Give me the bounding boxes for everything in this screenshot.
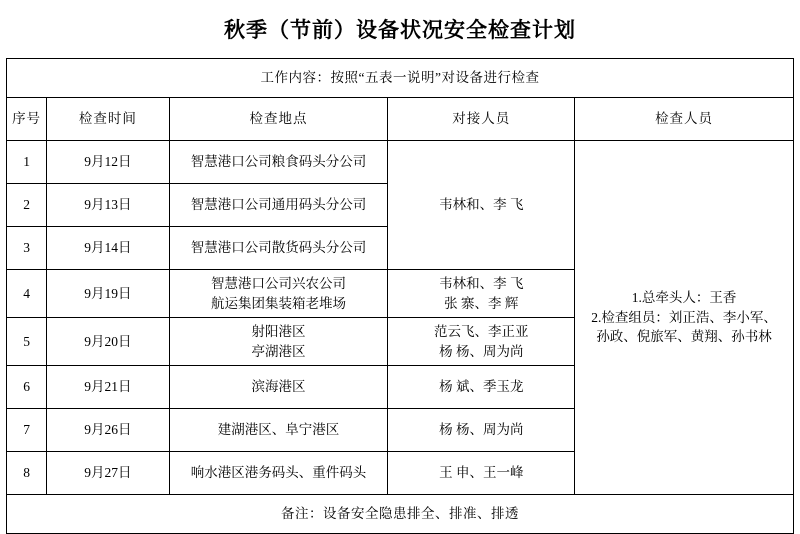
cell-contact-line-2: 杨 杨、周为尚 [439, 343, 524, 359]
cell-place-line-1: 智慧港口公司兴农公司 [211, 276, 346, 291]
inspection-plan-table [6, 58, 794, 534]
inspector-line-1: 1.总牵头人：王香 [631, 290, 737, 306]
cell-place-line-1: 射阳港区 [251, 324, 306, 340]
cell-seq: 5 [7, 318, 47, 366]
header-place: 检查地点 [169, 98, 388, 141]
remark-row [7, 495, 794, 534]
cell-time: 9月12日 [47, 141, 169, 184]
header-seq: 序号 [7, 98, 47, 141]
cell-time: 9月14日 [47, 227, 169, 270]
cell-seq: 6 [7, 366, 47, 409]
cell-contact-line-1: 韦林和、李 飞 [439, 276, 524, 291]
cell-contact-line-1: 范云飞、李正亚 [434, 324, 529, 340]
remark-cell: 备注：设备安全隐患排全、排准、排透 [7, 495, 794, 534]
cell-time: 9月20日 [47, 318, 169, 366]
cell-inspector [575, 141, 794, 495]
inspector-line-2: 2.检查组员：刘正浩、李小军、 [591, 309, 777, 325]
table-row [7, 141, 794, 184]
cell-place: 响水港区港务码头、重件码头 [169, 452, 388, 495]
inspector-line-3: 孙政、倪旅军、黄翔、孙书林 [596, 329, 772, 345]
work-content-cell: 工作内容：按照“五表一说明”对设备进行检查 [7, 59, 794, 98]
cell-time: 9月27日 [47, 452, 169, 495]
cell-place-line-2: 亭湖港区 [251, 343, 306, 359]
header-contact: 对接人员 [388, 98, 575, 141]
cell-time: 9月21日 [47, 366, 169, 409]
cell-place: 智慧港口公司通用码头分公司 [169, 184, 388, 227]
cell-place: 滨海港区 [169, 366, 388, 409]
cell-contact [388, 270, 575, 318]
cell-contact: 杨 杨、周为尚 [388, 409, 575, 452]
page-title: 秋季（节前）设备状况安全检查计划 [224, 18, 576, 42]
cell-time: 9月26日 [47, 409, 169, 452]
cell-place: 建湖港区、阜宁港区 [169, 409, 388, 452]
cell-place: 智慧港口公司粮食码头分公司 [169, 141, 388, 184]
cell-contact-group-1: 韦林和、李 飞 [388, 141, 575, 270]
cell-time: 9月19日 [47, 270, 169, 318]
cell-place: 智慧港口公司散货码头分公司 [169, 227, 388, 270]
cell-time: 9月13日 [47, 184, 169, 227]
header-inspector: 检查人员 [575, 98, 794, 141]
header-time: 检查时间 [47, 98, 169, 141]
cell-contact: 杨 斌、季玉龙 [388, 366, 575, 409]
cell-contact: 王 申、王一峰 [388, 452, 575, 495]
cell-seq: 2 [7, 184, 47, 227]
cell-seq: 3 [7, 227, 47, 270]
cell-seq: 7 [7, 409, 47, 452]
cell-seq: 8 [7, 452, 47, 495]
table-header-row [7, 98, 794, 141]
work-content-row [7, 59, 794, 98]
cell-seq: 4 [7, 270, 47, 318]
cell-place-line-2: 航运集团集装箱老堆场 [211, 295, 346, 311]
cell-contact-line-2: 张 寨、李 辉 [444, 295, 519, 311]
cell-place [169, 270, 388, 318]
cell-seq: 1 [7, 141, 47, 184]
cell-contact [388, 318, 575, 366]
cell-place [169, 318, 388, 366]
